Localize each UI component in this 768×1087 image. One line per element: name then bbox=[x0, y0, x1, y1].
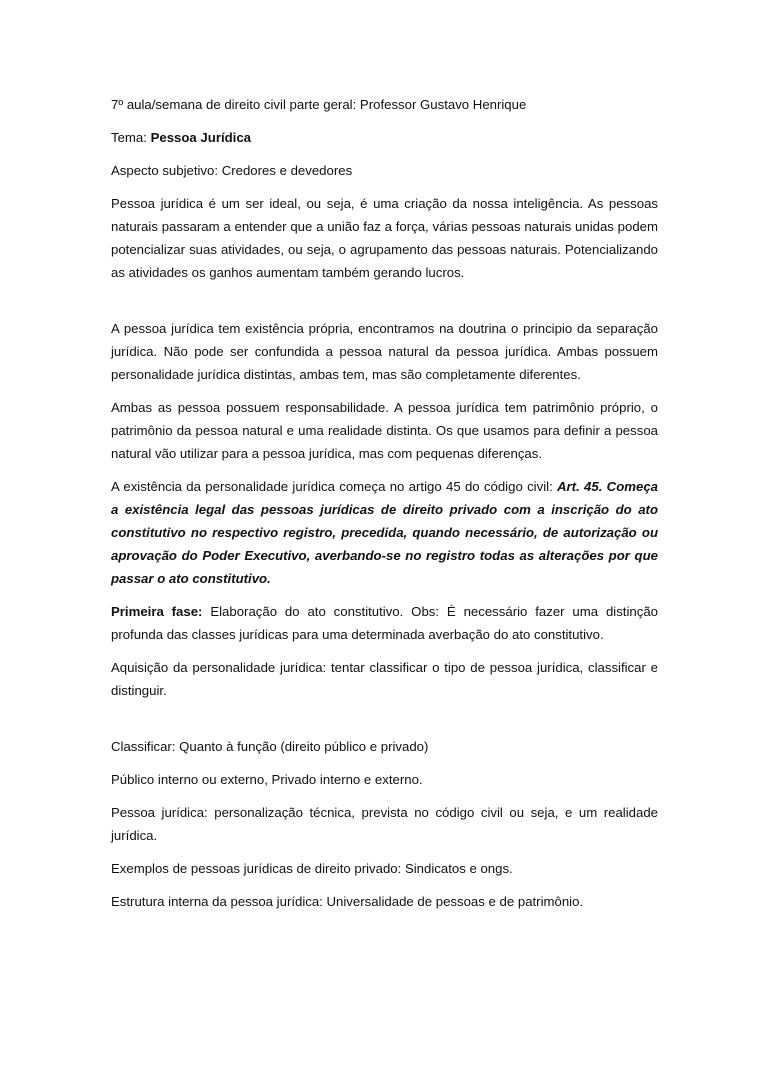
paragraph-acquisition: Aquisição da personalidade jurídica: tentar classificar o tipo de pessoa jurídica, classificar e distinguir. bbox=[111, 660, 658, 698]
paragraph-article-45 bbox=[111, 475, 658, 590]
paragraph-definition: Pessoa jurídica é um ser ideal, ou seja, é uma criação da nossa inteligência. As pessoas naturais passaram a entender que a união faz a força, várias pessoas naturais unidas podem potencializar suas atividades, ou seja, o agrupamento das pessoas naturais. Potencializando as atividades os ganhos aumentam também gerando lucros. bbox=[111, 196, 658, 280]
blank-line bbox=[111, 712, 658, 735]
paragraph-first-phase bbox=[111, 600, 658, 646]
paragraph-examples: Exemplos de pessoas jurídicas de direito privado: Sindicatos e ongs. bbox=[111, 861, 513, 876]
lecture-heading: 7º aula/semana de direito civil parte geral: Professor Gustavo Henrique bbox=[111, 97, 527, 112]
first-phase-label: Primeira fase: bbox=[111, 604, 203, 619]
topic-value: Pessoa Jurídica bbox=[150, 130, 252, 145]
subjective-aspect: Aspecto subjetivo: Credores e devedores bbox=[111, 163, 353, 178]
paragraph-structure: Estrutura interna da pessoa jurídica: Universalidade de pessoas e de patrimônio. bbox=[111, 894, 584, 909]
paragraph-personalization: Pessoa jurídica: personalização técnica, prevista no código civil ou seja, e um realidade jurídica. bbox=[111, 805, 658, 843]
topic-label: Tema: bbox=[111, 130, 151, 145]
blank-line bbox=[111, 294, 658, 317]
article-quote: Art. 45. Começa a existência legal das pessoas jurídicas de direito privado com a inscrição do ato constitutivo no respectivo registro, precedida, quando necessário, de autorização ou aprovação do Poder Executivo, averbando-se no registro todas as alterações por que passar o ato constitutivo. bbox=[111, 479, 658, 586]
paragraph-classify: Classificar: Quanto à função (direito público e privado) bbox=[111, 739, 429, 754]
paragraph-public-private: Público interno ou externo, Privado interno e externo. bbox=[111, 772, 423, 787]
article-intro: A existência da personalidade jurídica começa no artigo 45 do código civil: bbox=[111, 479, 558, 494]
document-page bbox=[111, 93, 658, 923]
topic-line bbox=[111, 126, 658, 149]
paragraph-separation: A pessoa jurídica tem existência própria, encontramos na doutrina o principio da separação jurídica. Não pode ser confundida a pessoa natural da pessoa jurídica. Ambas possuem personalidade jurídica distintas, ambas tem, mas são completamente diferentes. bbox=[111, 321, 658, 382]
paragraph-responsibility: Ambas as pessoa possuem responsabilidade. A pessoa jurídica tem patrimônio próprio, o patrimônio da pessoa natural e uma realidade distinta. Os que usamos para definir a pessoa natural vão utilizar para a pessoa jurídica, mas com pequenas diferenças. bbox=[111, 400, 658, 461]
first-phase-text: Elaboração do ato constitutivo. Obs: É necessário fazer uma distinção profunda das classes jurídicas para uma determinada averbação do ato constitutivo. bbox=[111, 604, 658, 642]
